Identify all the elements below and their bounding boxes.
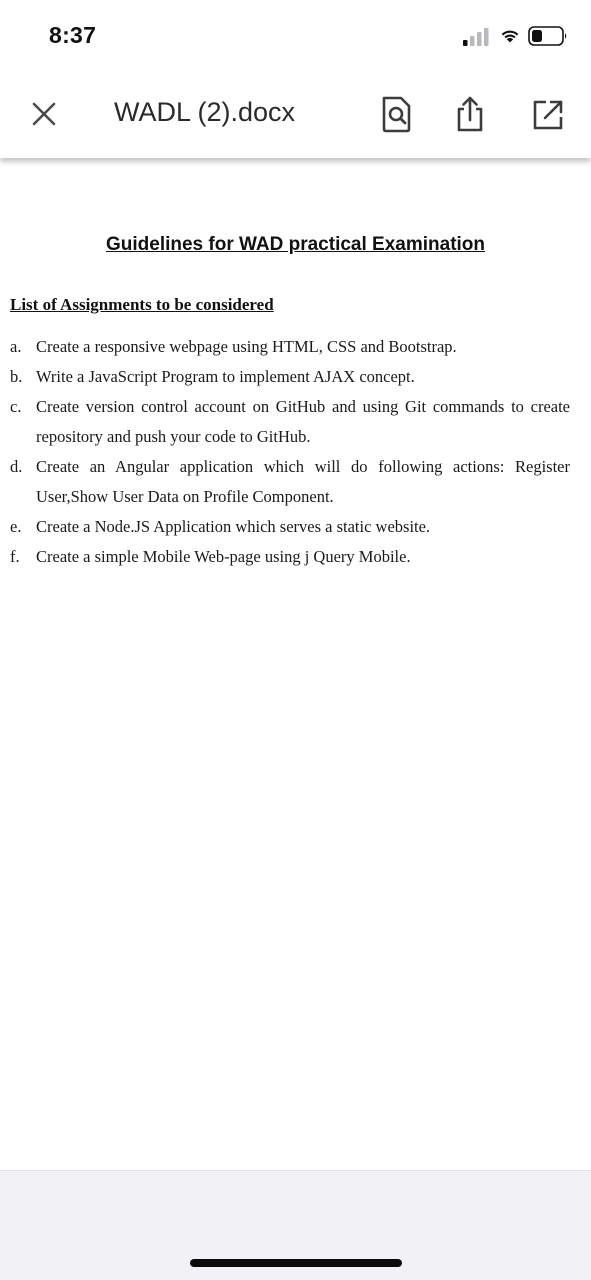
find-in-document-icon [378,94,414,134]
list-marker: b. [10,367,23,386]
list-marker: f. [10,547,20,566]
home-indicator[interactable] [190,1259,402,1267]
share-button[interactable] [452,94,488,134]
status-bar [0,0,591,70]
document-page [0,158,591,1170]
open-external-icon [530,94,566,134]
document-title: WADL (2).docx [114,97,296,127]
bottom-bar [0,1170,591,1280]
cellular-signal-icon [463,28,491,46]
list-item-text: Create a simple Mobile Web-page using j Query Mobile. [36,547,411,566]
list-item [0,332,591,362]
list-item-text: Create a responsive webpage using HTML, CSS and Bootstrap. [36,337,457,356]
close-icon [28,98,60,130]
share-icon [452,94,488,134]
list-item-text: Create a Node.JS Application which serves a static website. [36,517,431,536]
list-item [0,392,591,452]
document-heading: Guidelines for WAD practical Examination [105,234,486,255]
list-marker: a. [10,337,22,356]
find-in-document-button[interactable] [378,94,414,134]
document-toolbar [0,70,591,158]
wifi-icon [500,27,520,43]
battery-icon [528,26,568,46]
list-marker: e. [10,517,22,536]
status-time: 8:37 [49,22,97,48]
list-marker: c. [10,397,22,416]
list-marker: d. [10,457,23,476]
assignments-subheading: List of Assignments to be considered [10,295,274,314]
list-item [0,452,591,512]
assignment-list [0,332,591,572]
list-item-text: Write a JavaScript Program to implement AJAX concept. [36,367,415,386]
list-item [0,542,591,572]
list-item-text: Create an Angular application which will do following actions: Register User,Show User Data on Profile Component. [36,457,570,506]
list-item-text: Create version control account on GitHub and using Git commands to create repository and push your code to GitHub. [36,397,570,446]
open-external-button[interactable] [530,94,566,134]
close-button[interactable] [28,98,60,130]
list-item [0,512,591,542]
list-item [0,362,591,392]
